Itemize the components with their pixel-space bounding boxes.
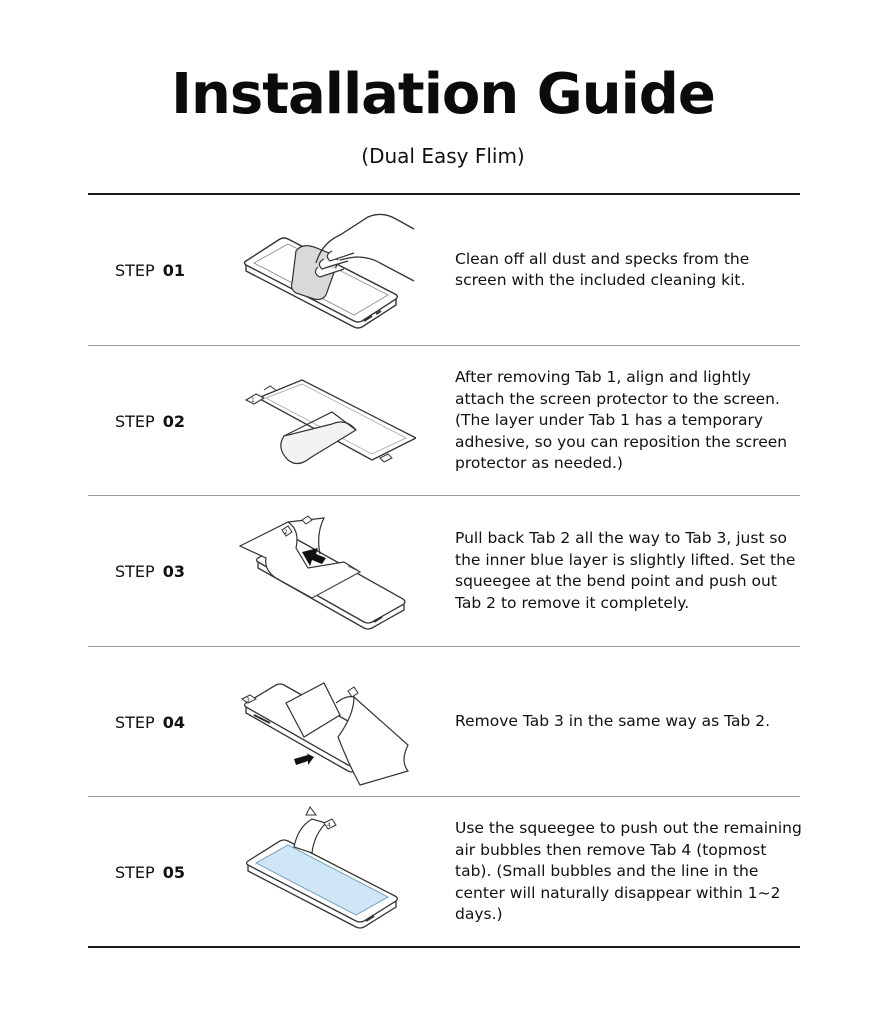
svg-text:1: 1 bbox=[251, 397, 255, 404]
step-label bbox=[115, 195, 185, 345]
step-label bbox=[115, 496, 185, 646]
step-number: 04 bbox=[162, 712, 185, 732]
step-label bbox=[115, 797, 185, 947]
phone-cleaning-hand-icon bbox=[236, 203, 416, 337]
step-description: After removing Tab 1, align and lightly attach the screen protector to the screen. (The layer under Tab 1 has a temporary adhesive, so you can reposition the screen protector as needed.) bbox=[455, 368, 788, 473]
page-title: Installation Guide bbox=[171, 62, 715, 127]
pull-back-tab-2-icon bbox=[236, 504, 416, 638]
step-word: STEP bbox=[115, 260, 155, 280]
svg-text:4: 4 bbox=[327, 822, 331, 829]
step-label bbox=[115, 346, 185, 496]
step-row-05 bbox=[88, 797, 800, 947]
page-subtitle: (Dual Easy Flim) bbox=[361, 144, 525, 168]
svg-text:3: 3 bbox=[246, 697, 250, 704]
step-row-03 bbox=[88, 496, 800, 646]
bottom-divider bbox=[88, 946, 800, 948]
step-number: 03 bbox=[162, 561, 185, 581]
step-label bbox=[115, 647, 185, 797]
step-description: Pull back Tab 2 all the way to Tab 3, just so the inner blue layer is slightly lifted. Set the squeegee at the bend point and push out Tab 2 to remove it completely. bbox=[455, 529, 796, 612]
step-number: 02 bbox=[162, 411, 185, 431]
step-description: Remove Tab 3 in the same way as Tab 2. bbox=[455, 712, 771, 731]
step-number: 05 bbox=[162, 862, 185, 882]
remove-tab-3-icon bbox=[236, 655, 416, 789]
step-word: STEP bbox=[115, 862, 155, 882]
step-number: 01 bbox=[162, 260, 185, 280]
screen-protector-align-icon bbox=[236, 354, 416, 488]
step-word: STEP bbox=[115, 712, 155, 732]
remove-tab-4-icon bbox=[236, 805, 416, 939]
step-row-02 bbox=[88, 346, 800, 496]
step-word: STEP bbox=[115, 411, 155, 431]
step-row-01 bbox=[88, 195, 800, 345]
step-word: STEP bbox=[115, 561, 155, 581]
svg-text:2: 2 bbox=[284, 529, 288, 536]
step-row-04 bbox=[88, 647, 800, 797]
step-description: Use the squeegee to push out the remaining air bubbles then remove Tab 4 (topmost tab). (Small bubbles and the line in the center will naturally disappear within 1~2 days.) bbox=[455, 819, 802, 924]
step-description: Clean off all dust and specks from the screen with the included cleaning kit. bbox=[455, 249, 750, 289]
